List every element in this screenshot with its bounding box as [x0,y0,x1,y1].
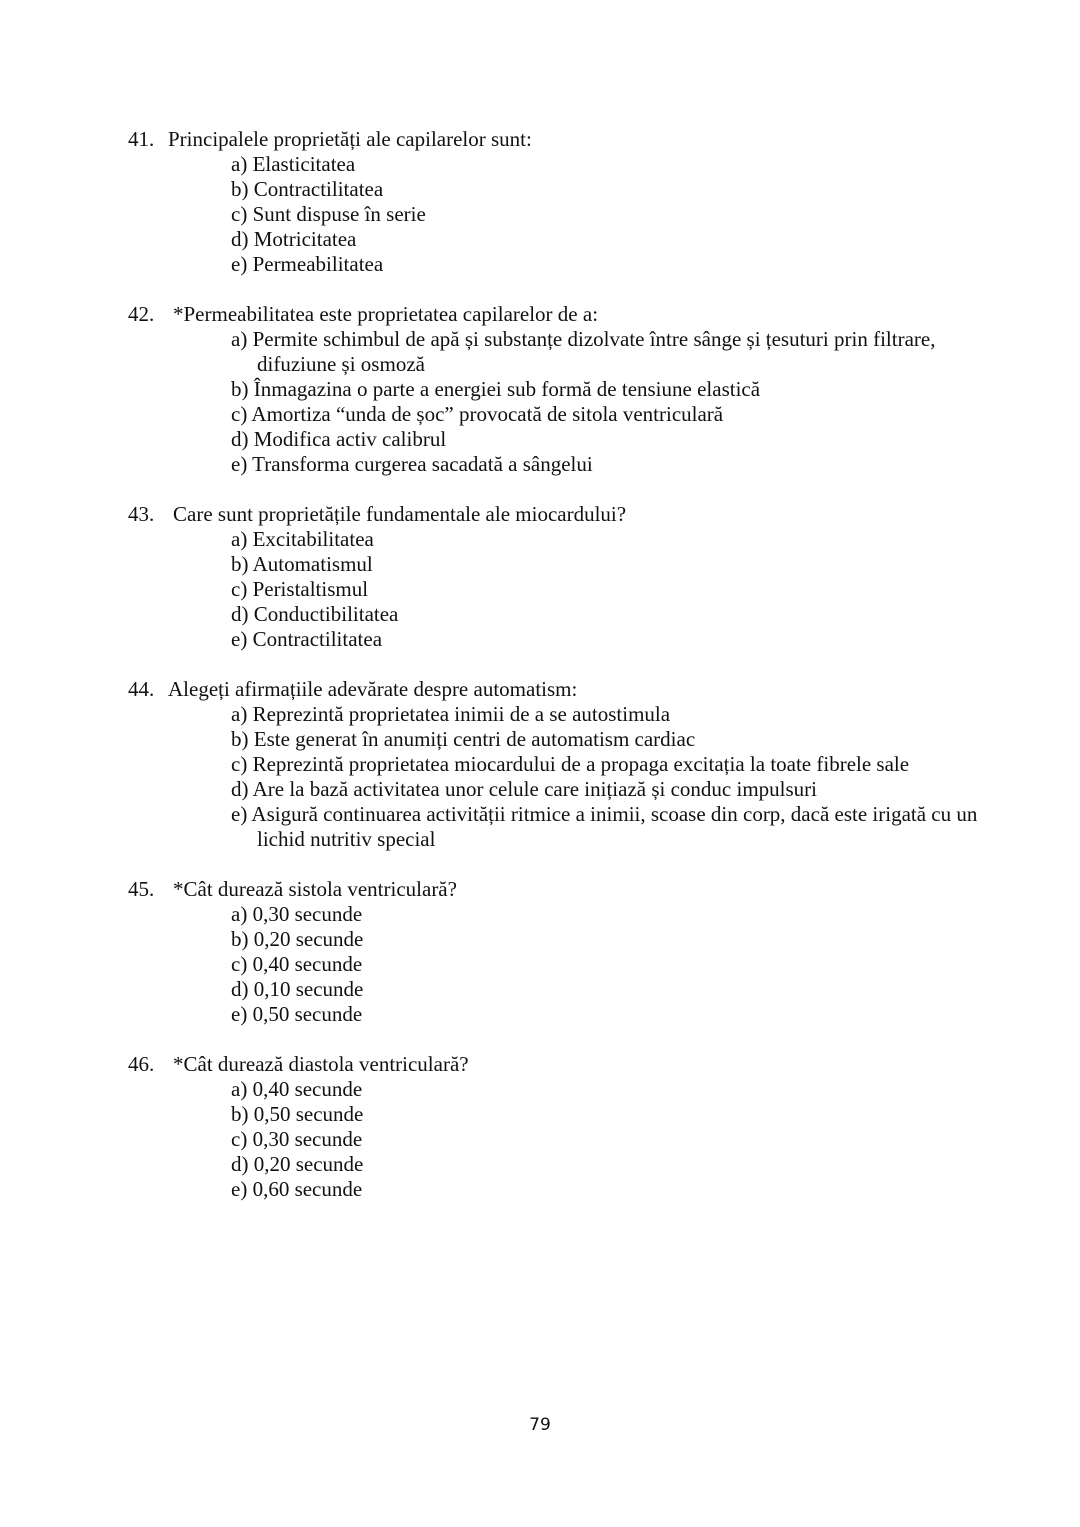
option-c: c) 0,30 secunde [231,1127,363,1151]
option-e: e) 0,60 secunde [231,1177,363,1201]
option-b: b) Înmagazina o parte a energiei sub formă de tensiune elastică [231,377,761,401]
option-b: b) 0,20 secunde [231,927,364,951]
option-d: d) Motricitatea [231,227,357,251]
option-e: e) Permeabilitatea [231,252,384,276]
question-stem [128,877,988,902]
question-46 [128,1052,988,1202]
question-stem [128,302,988,327]
question-45 [128,877,988,1027]
option-c: c) 0,40 secunde [231,952,363,976]
option-d: d) Are la bază activitatea unor celule care inițiază și conduc impulsuri [231,777,817,801]
question-number: 42. [128,302,155,326]
question-number: 46. [128,1052,155,1076]
question-stem [128,1052,988,1077]
option-a: a) Permite schimbul de apă și substanțe dizolvate între sânge și țesuturi prin filtrare, difuziune și osmoză [231,327,936,376]
option-a: a) Reprezintă proprietatea inimii de a se autostimula [231,702,671,726]
question-number: 41. [128,127,155,151]
question-43 [128,502,988,652]
option-d: d) 0,10 secunde [231,977,364,1001]
option-d: d) Modifica activ calibrul [231,427,447,451]
option-c: c) Reprezintă proprietatea miocardului de a propaga excitația la toate fibrele sale [231,752,910,776]
option-d: d) 0,20 secunde [231,1152,364,1176]
option-a: a) 0,40 secunde [231,1077,363,1101]
question-text: Care sunt proprietățile fundamentale ale miocardului? [173,502,627,526]
option-c: c) Peristaltismul [231,577,369,601]
option-list [128,527,988,652]
question-list [128,127,988,1227]
option-e: e) Asigură continuarea activității ritmice a inimii, scoase din corp, dacă este irigată cu un lichid nutritiv special [231,802,978,851]
option-c: c) Amortiza “unda de șoc” provocată de sitola ventriculară [231,402,724,426]
question-number: 45. [128,877,155,901]
option-list [128,1077,988,1202]
option-a: a) Excitabilitatea [231,527,374,551]
option-e: e) Contractilitatea [231,627,383,651]
option-list [128,152,988,277]
question-stem [128,127,988,152]
option-list [128,327,988,477]
page-number: 79 [529,1415,551,1435]
question-text: Principalele proprietăți ale capilarelor sunt: [168,127,532,151]
question-text: *Cât durează sistola ventriculară? [173,877,457,901]
question-text: Alegeți afirmațiile adevărate despre automatism: [168,677,578,701]
question-stem [128,677,988,702]
option-b: b) 0,50 secunde [231,1102,364,1126]
option-a: a) Elasticitatea [231,152,356,176]
option-e: e) Transforma curgerea sacadată a sângelui [231,452,593,476]
question-number: 43. [128,502,155,526]
option-e: e) 0,50 secunde [231,1002,363,1026]
question-41 [128,127,988,277]
question-42 [128,302,988,477]
option-c: c) Sunt dispuse în serie [231,202,426,226]
option-b: b) Contractilitatea [231,177,384,201]
question-44 [128,677,988,852]
question-number: 44. [128,677,155,701]
option-b: b) Automatismul [231,552,373,576]
question-stem [128,502,988,527]
option-d: d) Conductibilitatea [231,602,399,626]
option-b: b) Este generat în anumiți centri de automatism cardiac [231,727,696,751]
option-list [128,702,988,852]
option-list [128,902,988,1027]
question-text: *Cât durează diastola ventriculară? [173,1052,469,1076]
question-text: *Permeabilitatea este proprietatea capilarelor de a: [173,302,599,326]
option-a: a) 0,30 secunde [231,902,363,926]
